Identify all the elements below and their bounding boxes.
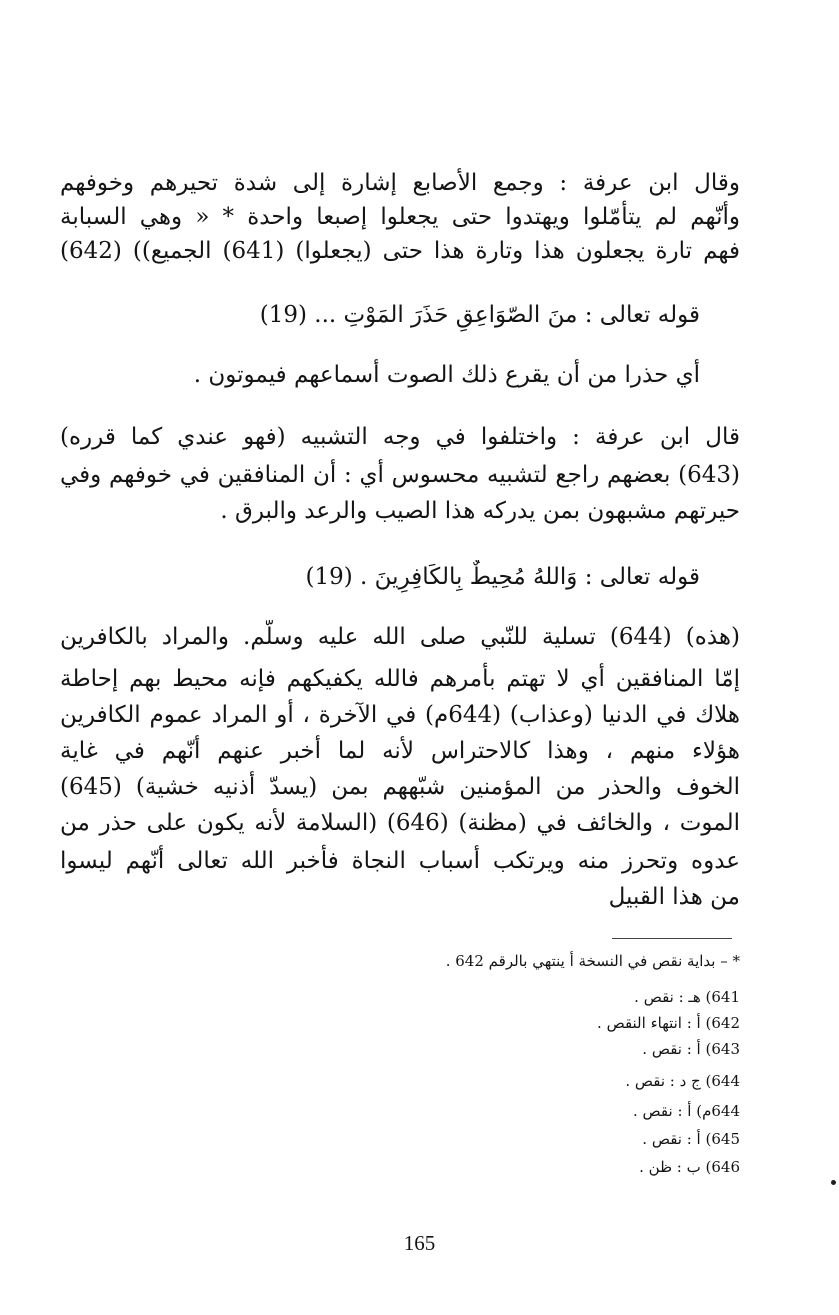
text-line: قال ابن عرفة : واختلفوا في وجه التشبيه (فهو عندي كما قرره)	[60, 424, 740, 450]
footnote-separator	[612, 938, 732, 939]
footnote: 646) ب : ظن .	[639, 1158, 740, 1176]
footnote: 645) أ : نقص .	[642, 1130, 740, 1148]
text-line: عدوه وتحرز منه ويرتكب أسباب النجاة فأخبر الله تعالى أنّهم ليسوا	[60, 848, 740, 874]
footnote: 642) أ : انتهاء النقص .	[597, 1014, 740, 1032]
text-line: أي حذرا من أن يقرع ذلك الصوت أسماعهم فيموتون .	[193, 362, 700, 388]
footnote: 643) أ : نقص .	[642, 1040, 740, 1058]
text-line: (643) بعضهم راجع لتشبيه محسوس أي : أن المنافقين في خوفهم وفي	[60, 462, 740, 488]
footnote: 641) هـ : نقص .	[634, 988, 740, 1006]
text-line: إمّا المنافقين أي لا تهتم بأمرهم فالله يكفيكهم فإنه محيط بهم إحاطة	[60, 666, 740, 692]
text-line: وقال ابن عرفة : وجمع الأصابع إشارة إلى شدة تحيرهم وخوفهم	[60, 170, 740, 196]
text-line: هلاك في الدنيا (وعذاب) (644م) في الآخرة ، أو المراد عموم الكافرين	[60, 702, 740, 728]
text-line: الموت ، والخائف في (مظنة) (646) (السلامة لأنه يكون على حذر من	[60, 810, 740, 836]
footnote: 644) ج د : نقص .	[625, 1072, 740, 1090]
text-line: من هذا القبيل	[608, 884, 740, 910]
text-line: وأنّهم لم يتأمّلوا ويهتدوا حتى يجعلوا إصبعا واحدة * « وهي السبابة	[60, 204, 740, 230]
footnote: * – بداية نقص في النسخة أ ينتهي بالرقم 642 .	[445, 952, 740, 970]
verse-heading: قوله تعالى : وَاللهُ مُحِيطٌ بِالكَافِرِينَ . (19)	[305, 564, 700, 590]
footnote: 644م) أ : نقص .	[633, 1102, 740, 1120]
text-line: (هذه) (644) تسلية للنّبي صلى الله عليه وسلّم. والمراد بالكافرين	[60, 624, 740, 650]
text-line: فهم تارة يجعلون هذا وتارة هذا حتى (يجعلوا) (641) الجميع)) (642)	[60, 238, 740, 264]
verse-heading: قوله تعالى : منَ الصّوَاعِقِ حَذَرَ المَوْتِ ... (19)	[259, 302, 700, 328]
page-number: 165	[403, 1231, 436, 1255]
scan-mark	[831, 1180, 836, 1185]
text-line: الخوف والحذر من المؤمنين شبّههم بمن (يسدّ أذنيه خشية) (645)	[60, 774, 740, 800]
text-line: حيرتهم مشبهون بمن يدركه هذا الصيب والرعد والبرق .	[220, 498, 740, 524]
text-line: هؤلاء منهم ، وهذا كالاحتراس لأنه لما أخبر عنهم أنّهم في غاية	[60, 738, 740, 764]
